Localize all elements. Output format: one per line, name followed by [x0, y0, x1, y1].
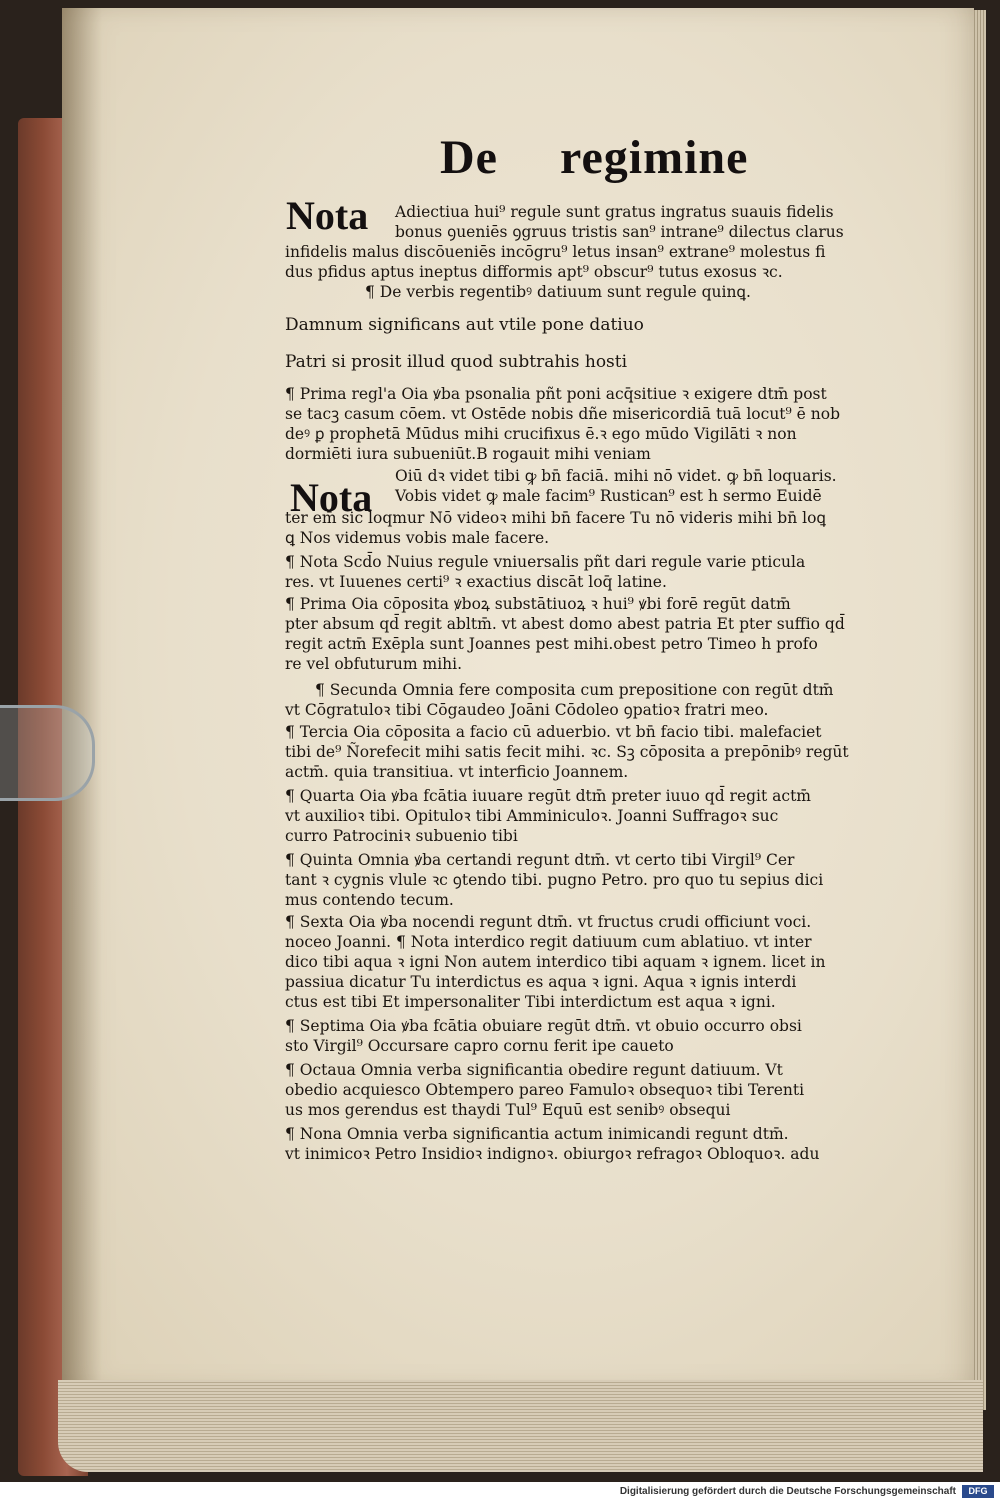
- text-line: ¶ Quinta Omnia ꝟba certandi regunt dtm̄. vt certo tibi Virgil⁹ Cer: [285, 851, 795, 869]
- text-line: deꝰ ꝑ prophetā Mūdus mihi crucifixus ē.ꝛ ego mūdo Vigilāti ꝛ non: [285, 425, 797, 443]
- text-line: ter em̄ sic loqmur Nō videoꝛ mihi bn̄ facere Tu nō videris mihi bn̄ loꝗ: [285, 509, 826, 527]
- text-line: passiua dicatur Tu interdictus es aqua ꝛ igni. Aqua ꝛ ignis interdi: [285, 973, 797, 991]
- text-line: ¶ Secunda Omnia fere composita cum prepositione con regūt dtm̄: [315, 681, 834, 699]
- text-line: ¶ Prima regl'a Oia ꝟba psonalia pñt poni acq̄sitiue ꝛ exigere dtm̄ post: [285, 385, 827, 403]
- text-line: vt auxilioꝛ tibi. Opituloꝛ tibi Amminiculoꝛ. Joanni Suffragoꝛ suc: [285, 807, 779, 825]
- text-line: Damnum significans aut vtile pone datiuo: [285, 315, 644, 335]
- text-line: ¶ Septima Oia ꝟba fcātia obuiare regūt dtm̄. vt obuio occurro obsi: [285, 1017, 802, 1035]
- text-line: ¶ Tercia Oia cōposita a facio cū aduerbio. vt bn̄ facio tibi. malefaciet: [285, 723, 822, 741]
- text-line: Vobis videt ꝙ male facim⁹ Rustican⁹ est h sermo Euidē: [395, 487, 822, 505]
- text-line: ¶ Nota Scd̄o Nuius regule vniuersalis pñt dari regule varie pticula: [285, 553, 806, 571]
- bookmark-clip: [0, 705, 95, 801]
- text-line: dus pfidus aptus ineptus difformis apt⁹ obscur⁹ tutus exosus ꝛc.: [285, 263, 783, 281]
- nota-initial-1: Nota: [286, 193, 369, 238]
- text-line: ¶ De verbis regentibꝰ datiuum sunt regule quinꝗ.: [365, 283, 751, 301]
- text-line: actm̄. quia transitiua. vt interficio Joannem.: [285, 763, 629, 781]
- text-line: re vel obfuturum mihi.: [285, 655, 463, 673]
- text-line: bonus ꝯueniēs ꝯgruus tristis san⁹ intrane⁹ dilectus clarus: [395, 223, 844, 241]
- text-line: ¶ Sexta Oia ꝟba nocendi regunt dtm̄. vt fructus crudi officiunt voci.: [285, 913, 812, 931]
- text-line: Oiū dꝛ videt tibi ꝙ bn̄ faciā. mihi nō videt. ꝙ bn̄ loquaris.: [395, 467, 837, 485]
- text-line: tibi de⁹ Ñorefecit mihi satis fecit mihi. ꝛc. Sꝫ cōposita a prepōnibꝰ regūt: [285, 743, 849, 761]
- text-line: tant ꝛ cygnis vlule ꝛc ꝯtendo tibi. pugno Petro. pro quo tu sepius dici: [285, 871, 824, 889]
- text-line: obedio acquiesco Obtempero pareo Famuloꝛ obsequoꝛ tibi Terenti: [285, 1081, 805, 1099]
- text-line: res. vt Iuuenes certi⁹ ꝛ exactius discāt loq̄ latine.: [285, 573, 667, 591]
- text-line: sto Virgil⁹ Occursare capro cornu ferit ipe caueto: [285, 1037, 674, 1055]
- heading-word-regimine: regimine: [560, 131, 749, 184]
- footer-credit: Digitalisierung gefördert durch die Deutsche Forschungsgemeinschaft: [619, 1486, 956, 1497]
- text-line: infidelis malus discōueniēs incōgru⁹ letus insan⁹ extrane⁹ molestus fi: [285, 243, 826, 261]
- text-line: Patri si prosit illud quod subtrahis hosti: [285, 352, 628, 372]
- text-line: noceo Joanni. ¶ Nota interdico regit datiuum cum ablatiuo. vt inter: [285, 933, 812, 951]
- running-heading: [440, 130, 800, 190]
- text-line: Adiectiua hui⁹ regule sunt gratus ingratus suauis fidelis: [395, 203, 834, 221]
- text-line: vt Cōgratuloꝛ tibi Cōgaudeo Joāni Cōdoleo ꝯpatioꝛ fratri meo.: [285, 701, 769, 719]
- text-line: pter absum qd̄ regit abltm̄. vt abest domo abest patria Et pter suffio qd̄: [285, 615, 845, 633]
- text-line: ꝗ Nos videmus vobis male facere.: [285, 529, 550, 547]
- text-line: curro Patrociniꝛ subuenio tibi: [285, 827, 518, 845]
- text-line: us mos gerendus est thaydi Tul⁹ Equū est senibꝰ obsequi: [285, 1101, 731, 1119]
- text-line: ctus est tibi Et impersonaliter Tibi interdictum est aqua ꝛ igni.: [285, 993, 776, 1011]
- text-line: vt inimicoꝛ Petro Insidioꝛ indignoꝛ. obiurgoꝛ refragoꝛ Obloquoꝛ. adu: [285, 1145, 820, 1163]
- page-gutter-shadow: [62, 8, 102, 1388]
- text-line: regit actm̄ Exēpla sunt Joannes pest mihi.obest petro Timeo h profo: [285, 635, 818, 653]
- text-line: ¶ Octaua Omnia verba significantia obedire regunt datiuum. Vt: [285, 1061, 783, 1079]
- dfg-logo: DFG: [962, 1485, 994, 1498]
- text-line: se tacꝫ casum cōem. vt Ostēde nobis dñe misericordiā tuā locut⁹ ē nob: [285, 405, 841, 423]
- text-line: ¶ Prima Oia cōposita ꝟboꝝ substātiuoꝝ ꝛ hui⁹ ꝟbi forē regūt datm̄: [285, 595, 791, 613]
- text-line: ¶ Nona Omnia verba significantia actum inimicandi regunt dtm̄.: [285, 1125, 789, 1143]
- text-line: dico tibi aqua ꝛ igni Non autem interdico tibi aquam ꝛ ignem. licet in: [285, 953, 826, 971]
- nota-initial-2: Nota: [290, 475, 373, 520]
- text-line: ¶ Quarta Oia ꝟba fcātia iuuare regūt dtm̄ preter iuuo qd̄ regit actm̄: [285, 787, 812, 805]
- page-stack-bottom: [58, 1380, 983, 1472]
- heading-word-de: De: [440, 131, 498, 184]
- text-line: dormiēti iura subueniūt.B rogauit mihi veniam: [285, 445, 651, 463]
- text-line: mus contendo tecum.: [285, 891, 454, 909]
